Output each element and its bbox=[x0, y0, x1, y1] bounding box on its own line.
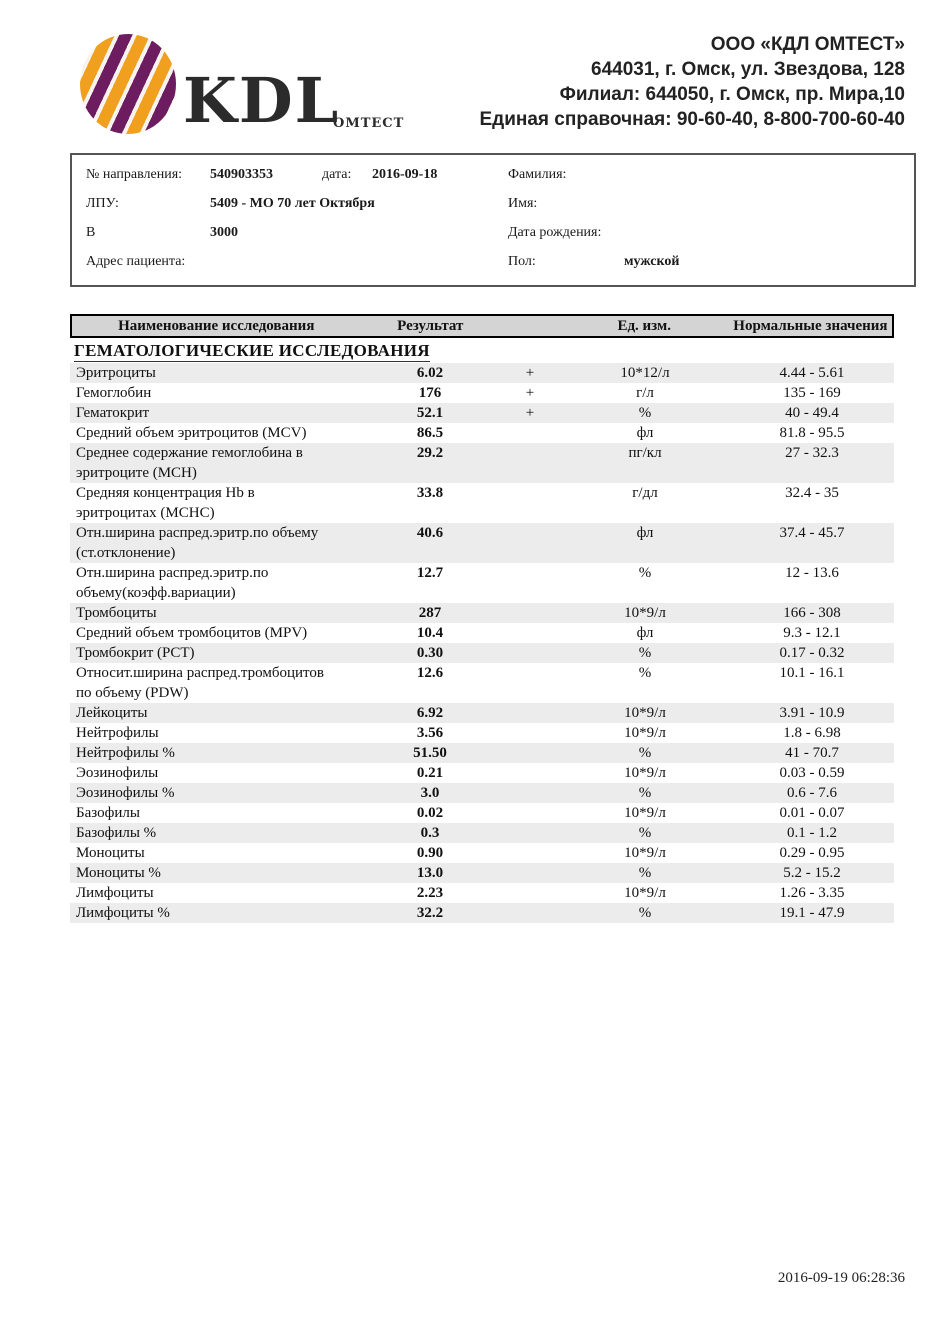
result-cell: 2.23 bbox=[416, 885, 444, 901]
range-cell: 81.8 - 95.5 bbox=[779, 425, 845, 441]
test-name-cell bbox=[70, 843, 360, 863]
units-cell: 10*9/л bbox=[624, 885, 666, 901]
header-result: Результат bbox=[397, 318, 464, 334]
test-name-cell bbox=[70, 383, 360, 403]
test-name-cell bbox=[70, 903, 360, 923]
test-name: Средний объем эритроцитов (MCV) bbox=[76, 425, 307, 441]
table-row bbox=[70, 403, 894, 423]
test-name-cell bbox=[70, 803, 360, 823]
results-table bbox=[70, 314, 894, 923]
result-cell: 52.1 bbox=[416, 405, 444, 421]
address-label: Адрес пациента: bbox=[86, 254, 186, 269]
test-name-cell bbox=[70, 663, 360, 703]
units-cell: % bbox=[638, 865, 652, 881]
test-name: Лимфоциты % bbox=[76, 905, 170, 921]
referral-label: № направления: bbox=[86, 167, 183, 182]
header-units: Ед. изм. bbox=[617, 318, 671, 334]
test-name-cell bbox=[70, 763, 360, 783]
units-cell: г/л bbox=[636, 385, 654, 401]
sex-label: Пол: bbox=[508, 254, 536, 269]
result-cell: 32.2 bbox=[416, 905, 444, 921]
result-cell: 6.92 bbox=[416, 705, 444, 721]
test-name: Гематокрит bbox=[76, 405, 150, 421]
range-cell: 0.29 - 0.95 bbox=[779, 845, 845, 861]
test-name-cell bbox=[70, 863, 360, 883]
result-cell: 10.4 bbox=[416, 625, 444, 641]
test-name-line2: эритроците (MCH) bbox=[76, 465, 197, 481]
units-cell: 10*9/л bbox=[624, 845, 666, 861]
referral-value: 540903353 bbox=[210, 167, 273, 182]
date-label: дата: bbox=[322, 167, 352, 182]
header-flag bbox=[500, 316, 560, 336]
test-name: Лимфоциты bbox=[76, 885, 154, 901]
table-row bbox=[70, 623, 894, 643]
result-cell: 0.3 bbox=[420, 825, 440, 841]
test-name-cell bbox=[70, 783, 360, 803]
lpu-label: ЛПУ: bbox=[86, 196, 119, 211]
result-cell: 0.21 bbox=[416, 765, 444, 781]
table-row bbox=[70, 863, 894, 883]
header-test-name: Наименование исследования bbox=[118, 318, 315, 334]
test-name: Тромбоциты bbox=[76, 605, 157, 621]
test-name-cell bbox=[70, 623, 360, 643]
surname-label: Фамилия: bbox=[508, 167, 567, 182]
test-name-line2: (ст.отклонение) bbox=[76, 545, 176, 561]
result-cell: 3.56 bbox=[416, 725, 444, 741]
test-name-cell bbox=[70, 363, 360, 383]
test-name-cell bbox=[70, 443, 360, 483]
units-cell: % bbox=[638, 745, 652, 761]
test-name-cell bbox=[70, 563, 360, 603]
range-cell: 9.3 - 12.1 bbox=[783, 625, 841, 641]
units-cell: % bbox=[638, 785, 652, 801]
result-cell: 33.8 bbox=[416, 485, 444, 501]
range-cell: 1.26 - 3.35 bbox=[779, 885, 845, 901]
table-row bbox=[70, 823, 894, 843]
test-name: Средний объем тромбоцитов (MPV) bbox=[76, 625, 308, 641]
table-row bbox=[70, 843, 894, 863]
test-name: Отн.ширина распред.эритр.по объему bbox=[76, 525, 319, 541]
units-cell: % bbox=[638, 565, 652, 581]
units-cell: % bbox=[638, 665, 652, 681]
print-timestamp: 2016-09-19 06:28:36 bbox=[777, 1270, 905, 1286]
result-cell: 29.2 bbox=[416, 445, 444, 461]
flag-cell: + bbox=[525, 405, 535, 421]
date-value: 2016-09-18 bbox=[372, 167, 438, 182]
section-header bbox=[70, 338, 894, 363]
patient-row bbox=[72, 254, 914, 283]
result-cell: 12.7 bbox=[416, 565, 444, 581]
units-cell: 10*9/л bbox=[624, 765, 666, 781]
test-name-line2: эритроцитах (MCHC) bbox=[76, 505, 215, 521]
table-row bbox=[70, 443, 894, 483]
test-name: Базофилы bbox=[76, 805, 140, 821]
test-name-cell bbox=[70, 483, 360, 523]
patient-row bbox=[72, 225, 914, 254]
units-cell: % bbox=[638, 645, 652, 661]
units-cell: % bbox=[638, 825, 652, 841]
test-name-cell bbox=[70, 723, 360, 743]
range-cell: 0.17 - 0.32 bbox=[779, 645, 845, 661]
test-name-cell bbox=[70, 603, 360, 623]
result-cell: 287 bbox=[418, 605, 442, 621]
table-row bbox=[70, 603, 894, 623]
range-cell: 166 - 308 bbox=[783, 605, 841, 621]
range-cell: 27 - 32.3 bbox=[785, 445, 839, 461]
test-name: Лейкоциты bbox=[76, 705, 148, 721]
test-name: Средняя концентрация Hb в bbox=[76, 485, 255, 501]
test-name-cell bbox=[70, 883, 360, 903]
range-cell: 10.1 - 16.1 bbox=[779, 665, 845, 681]
units-cell: фл bbox=[636, 625, 654, 641]
test-name-cell bbox=[70, 743, 360, 763]
test-name: Эритроциты bbox=[76, 365, 156, 381]
patient-row bbox=[72, 167, 914, 196]
test-name: Эозинофилы bbox=[76, 765, 159, 781]
company-phone: Единая справочная: 90-60-40, 8-800-700-60-40 bbox=[479, 109, 905, 130]
table-row bbox=[70, 643, 894, 663]
result-cell: 176 bbox=[418, 385, 442, 401]
test-name: Нейтрофилы % bbox=[76, 745, 175, 761]
result-cell: 0.90 bbox=[416, 845, 444, 861]
units-cell: фл bbox=[636, 425, 654, 441]
kdl-sphere-logo-icon bbox=[80, 34, 176, 134]
test-name: Относит.ширина распред.тромбоцитов bbox=[76, 665, 324, 681]
test-name: Среднее содержание гемоглобина в bbox=[76, 445, 303, 461]
test-name-cell bbox=[70, 403, 360, 423]
patient-row bbox=[72, 196, 914, 225]
range-cell: 41 - 70.7 bbox=[785, 745, 839, 761]
test-name: Тромбокрит (PCT) bbox=[76, 645, 195, 661]
units-cell: фл bbox=[636, 525, 654, 541]
result-cell: 3.0 bbox=[420, 785, 440, 801]
result-cell: 51.50 bbox=[413, 745, 447, 761]
range-cell: 0.6 - 7.6 bbox=[787, 785, 837, 801]
units-cell: % bbox=[638, 905, 652, 921]
units-cell: 10*9/л bbox=[624, 705, 666, 721]
test-name-cell bbox=[70, 823, 360, 843]
table-row bbox=[70, 903, 894, 923]
table-row bbox=[70, 783, 894, 803]
v-label: В bbox=[86, 225, 96, 240]
kdl-logo-text: KDL bbox=[183, 64, 341, 137]
lpu-value: 5409 - МО 70 лет Октября bbox=[210, 196, 375, 211]
flag-cell: + bbox=[525, 365, 535, 381]
test-name-cell bbox=[70, 523, 360, 563]
units-cell: 10*9/л bbox=[624, 805, 666, 821]
test-name-cell bbox=[70, 423, 360, 443]
range-cell: 135 - 169 bbox=[783, 385, 841, 401]
company-branch: Филиал: 644050, г. Омск, пр. Мира,10 bbox=[559, 84, 905, 105]
table-row bbox=[70, 523, 894, 563]
units-cell: г/дл bbox=[632, 485, 658, 501]
patient-info-box bbox=[70, 153, 916, 287]
table-row bbox=[70, 483, 894, 523]
table-header-row bbox=[70, 314, 894, 338]
range-cell: 0.01 - 0.07 bbox=[779, 805, 845, 821]
range-cell: 12 - 13.6 bbox=[785, 565, 839, 581]
test-name-cell bbox=[70, 703, 360, 723]
table-row bbox=[70, 563, 894, 603]
test-name-line2: по объему (PDW) bbox=[76, 685, 189, 701]
table-row bbox=[70, 883, 894, 903]
header-range: Нормальные значения bbox=[733, 318, 888, 334]
result-cell: 12.6 bbox=[416, 665, 444, 681]
flag-cell: + bbox=[525, 385, 535, 401]
table-row bbox=[70, 723, 894, 743]
range-cell: 5.2 - 15.2 bbox=[783, 865, 841, 881]
units-cell: 10*9/л bbox=[624, 605, 666, 621]
company-info bbox=[479, 32, 905, 132]
table-row bbox=[70, 743, 894, 763]
table-row bbox=[70, 703, 894, 723]
company-name: ООО «КДЛ ОМТЕСТ» bbox=[710, 34, 905, 55]
table-row bbox=[70, 423, 894, 443]
range-cell: 4.44 - 5.61 bbox=[779, 365, 845, 381]
test-name: Эозинофилы % bbox=[76, 785, 175, 801]
table-row bbox=[70, 383, 894, 403]
test-name: Отн.ширина распред.эритр.по bbox=[76, 565, 269, 581]
range-cell: 3.91 - 10.9 bbox=[779, 705, 845, 721]
table-row bbox=[70, 803, 894, 823]
units-cell: % bbox=[638, 405, 652, 421]
test-name-line2: объему(коэфф.вариации) bbox=[76, 585, 236, 601]
test-name: Нейтрофилы bbox=[76, 725, 159, 741]
range-cell: 40 - 49.4 bbox=[785, 405, 839, 421]
range-cell: 0.1 - 1.2 bbox=[787, 825, 837, 841]
range-cell: 37.4 - 45.7 bbox=[779, 525, 845, 541]
kdl-logo-subtext: ОМТЕСТ bbox=[333, 116, 405, 131]
range-cell: 32.4 - 35 bbox=[785, 485, 839, 501]
birthdate-label: Дата рождения: bbox=[508, 225, 602, 240]
test-name: Моноциты % bbox=[76, 865, 161, 881]
table-row bbox=[70, 763, 894, 783]
result-cell: 13.0 bbox=[416, 865, 444, 881]
result-cell: 6.02 bbox=[416, 365, 444, 381]
units-cell: пг/кл bbox=[628, 445, 662, 461]
result-cell: 0.30 bbox=[416, 645, 444, 661]
result-cell: 86.5 bbox=[416, 425, 444, 441]
range-cell: 0.03 - 0.59 bbox=[779, 765, 845, 781]
sex-value: мужской bbox=[624, 254, 680, 269]
test-name: Гемоглобин bbox=[76, 385, 152, 401]
test-name: Моноциты bbox=[76, 845, 145, 861]
table-row bbox=[70, 663, 894, 703]
range-cell: 1.8 - 6.98 bbox=[783, 725, 841, 741]
section-title: ГЕМАТОЛОГИЧЕСКИЕ ИССЛЕДОВАНИЯ bbox=[74, 341, 430, 360]
units-cell: 10*9/л bbox=[624, 725, 666, 741]
range-cell: 19.1 - 47.9 bbox=[779, 905, 845, 921]
test-name-cell bbox=[70, 643, 360, 663]
company-address: 644031, г. Омск, ул. Звездова, 128 bbox=[591, 59, 905, 80]
units-cell: 10*12/л bbox=[620, 365, 670, 381]
result-cell: 0.02 bbox=[416, 805, 444, 821]
test-name: Базофилы % bbox=[76, 825, 157, 841]
v-value: 3000 bbox=[210, 225, 238, 240]
firstname-label: Имя: bbox=[508, 196, 538, 211]
table-body bbox=[70, 363, 894, 923]
result-cell: 40.6 bbox=[416, 525, 444, 541]
table-row bbox=[70, 363, 894, 383]
